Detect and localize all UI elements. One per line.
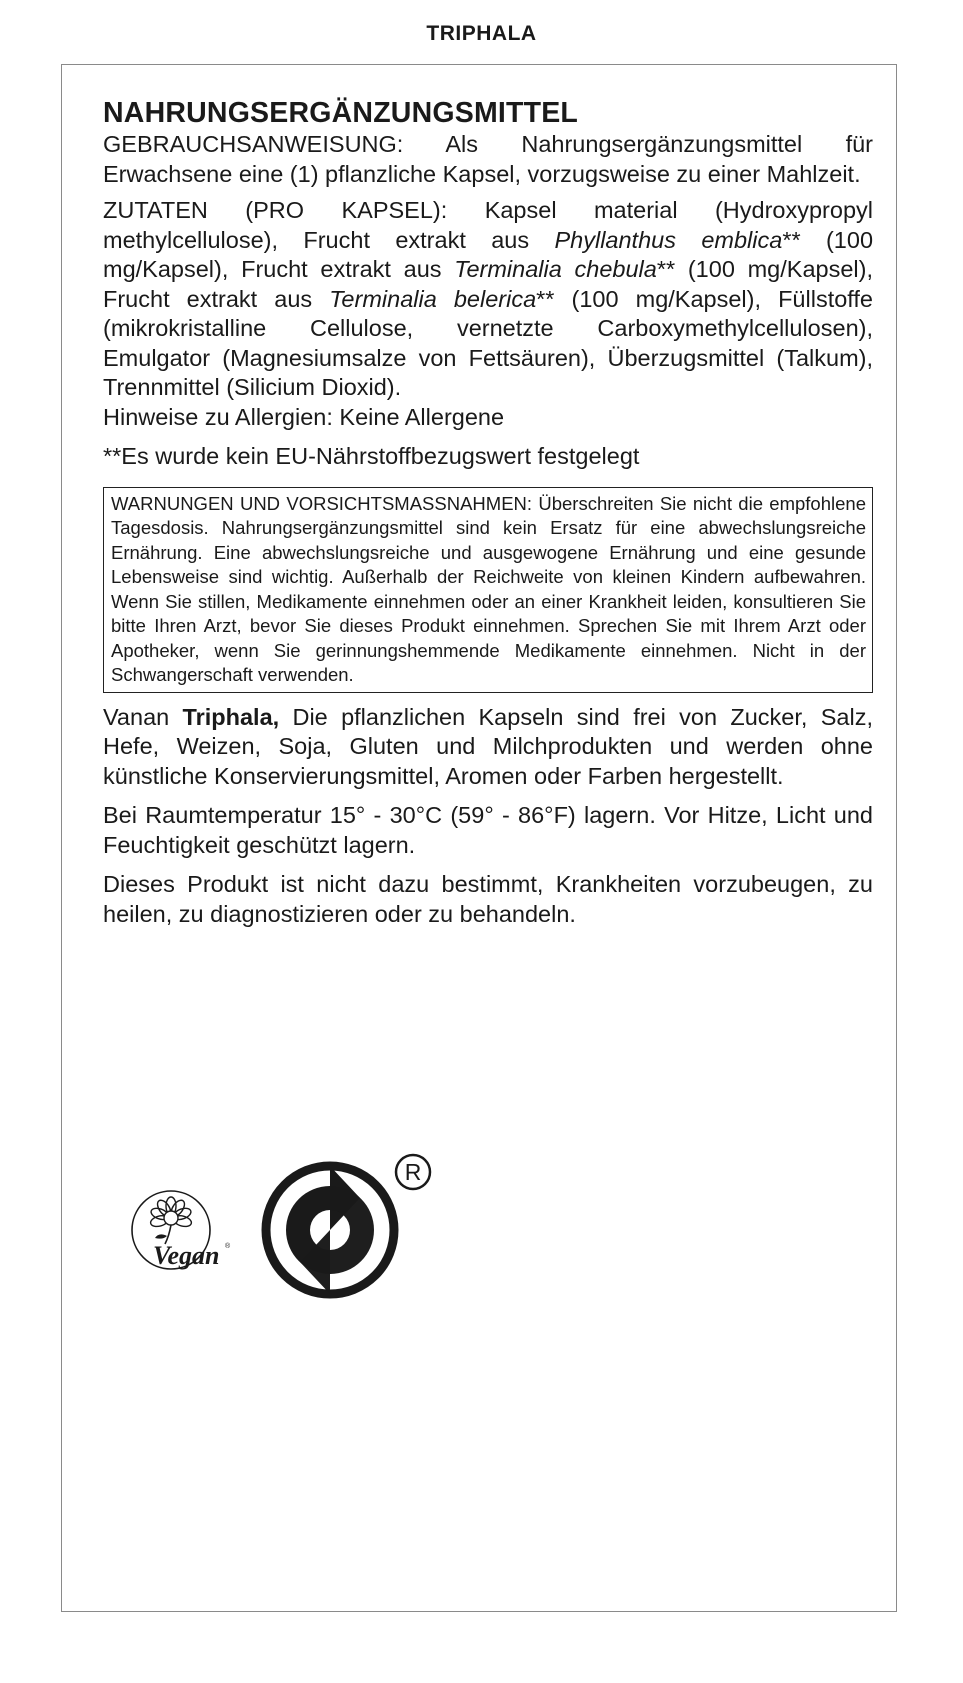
ingredient-herb-2: Terminalia chebula — [454, 256, 657, 282]
usage-instructions: GEBRAUCHSANWEISUNG: Als Nahrungsergänzungsmittel für Erwachsene eine (1) pflanzliche Kapsel, vorzugsweise zu einer Mahlzeit. — [103, 131, 873, 187]
ingredient-dose-2: ** (100 mg/Kapsel), Frucht extrakt aus — [103, 256, 873, 312]
footnote: **Es wurde kein EU-Nährstoffbezugswert festgelegt — [103, 443, 640, 469]
ingredient-herb-1: Phyllanthus emblica — [554, 226, 783, 253]
label-content — [103, 96, 873, 929]
label-heading: NAHRUNGSERGÄNZUNGSMITTEL — [103, 97, 579, 129]
ingredients-rest: ** (100 mg/Kapsel), Füllstoffe (mikrokristalline Cellulose, vernetzte Carboxymethylcellulosen), Emulgator (Magnesiumsalze von Fettsäuren), Überzugsmittel (Talkum), Trennmittel (Silicium Dioxid). — [103, 285, 873, 400]
registered-icon — [393, 1152, 433, 1192]
free-from-text: Die pflanzlichen Kapseln sind frei von Zucker, Salz, Hefe, Weizen, Soja, Gluten und Milchprodukten und werden ohne künstliche Konservierungsmittel, Aromen oder Farben hergestellt. — [103, 703, 873, 789]
page-title: TRIPHALA — [426, 22, 537, 45]
ingredients-paragraph — [103, 196, 873, 403]
vegan-sunflower-icon — [125, 1184, 235, 1284]
free-from-paragraph — [103, 703, 873, 792]
certification-logos — [125, 1160, 445, 1310]
svg-text:R: R — [404, 1159, 422, 1185]
warning-box: WARNUNGEN UND VORSICHTSMASSNAHMEN: Überschreiten Sie nicht die empfohlene Tagesdosis. Nahrungsergänzungsmittel sind kein Ersatz für eine abwechslungsreiche Ernährung. Eine abwechslungsreiche und ausgewogene Ernährung und eine gesunde Lebensweise sind wichtig. Außerhalb der Reichweite von kleinen Kindern aufbewahren. Wenn Sie stillen, Medikamente einnehmen oder an einer Krankheit leiden, konsultieren Sie bitte Ihren Arzt, bevor Sie dieses Produkt einnehmen. Sprechen Sie mit Ihrem Arzt oder Apotheker, wenn Sie gerinnungshemmende Medikamente einnehmen. Nicht in der Schwangerschaft verwenden. — [103, 487, 873, 693]
ingredients-intro: ZUTATEN (PRO KAPSEL): Kapsel material (Hydroxypropyl methylcellulose), Frucht extrakt aus — [103, 197, 873, 253]
product-name: Triphala, — [182, 703, 280, 730]
disclaimer: Dieses Produkt ist nicht dazu bestimmt, Krankheiten vorzubeugen, zu heilen, zu diagnostizieren oder zu behandeln. — [103, 871, 873, 927]
brand-name: Vanan — [103, 703, 183, 730]
ingredient-herb-3: Terminalia belerica — [329, 285, 537, 312]
storage-instructions: Bei Raumtemperatur 15° - 30°C (59° - 86°F) lagern. Vor Hitze, Licht und Feuchtigkeit geschützt lagern. — [103, 802, 873, 858]
allergen-info: Hinweise zu Allergien: Keine Allergene — [103, 403, 505, 430]
vegan-text: Vegan — [153, 1241, 220, 1270]
ingredient-dose-1: ** (100 mg/Kapsel), Frucht extrakt aus — [103, 226, 874, 282]
svg-text:®: ® — [225, 1243, 231, 1250]
green-dot-icon — [260, 1160, 400, 1300]
